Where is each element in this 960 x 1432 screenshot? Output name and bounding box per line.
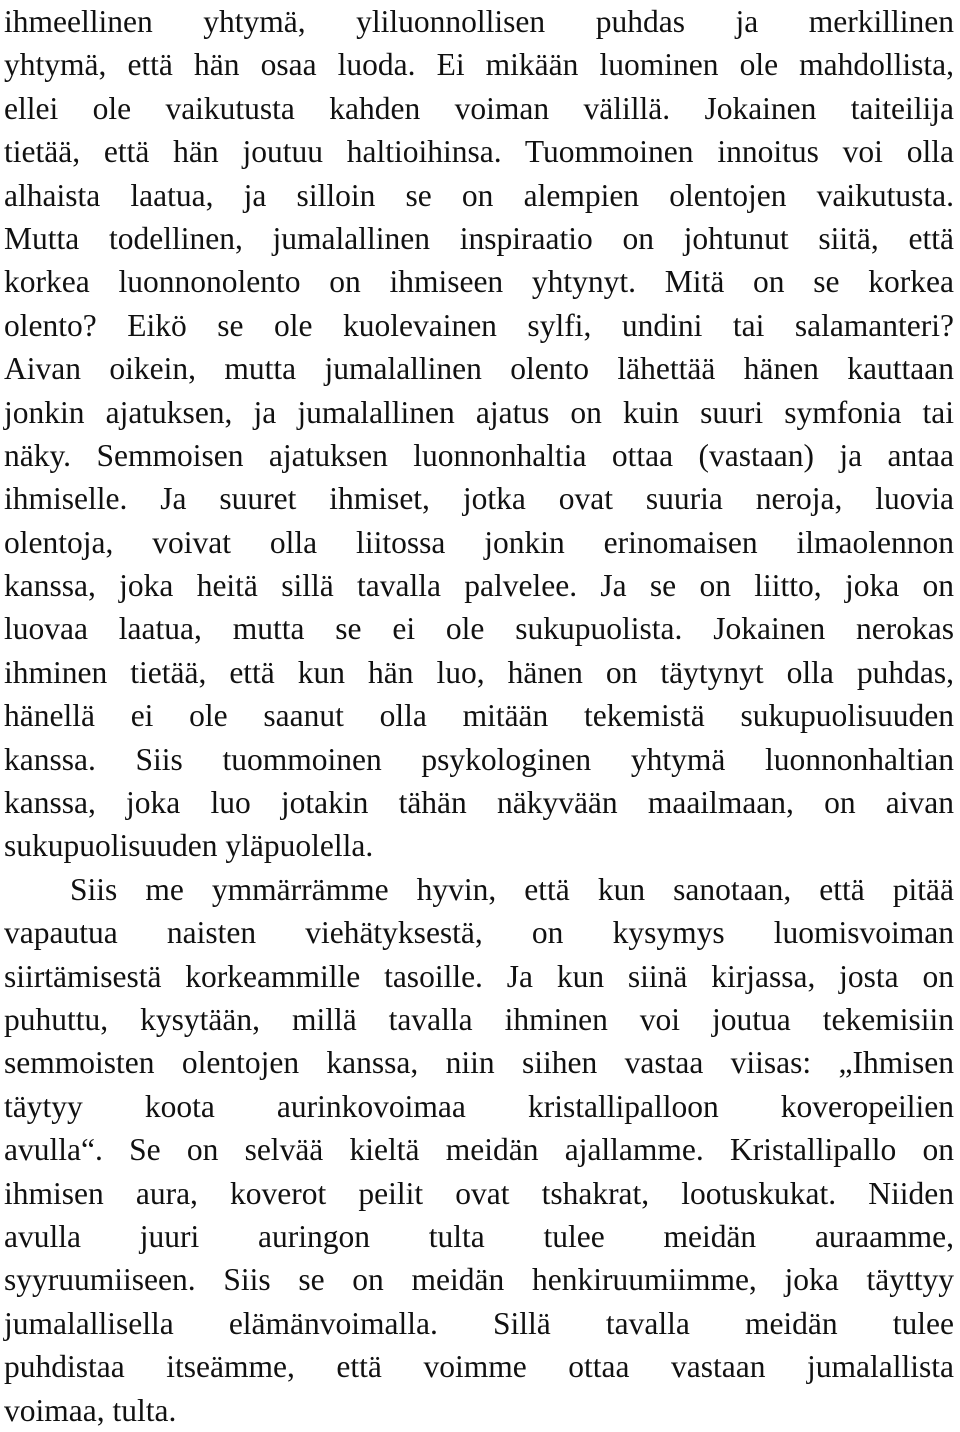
text-line: siirtämisestä korkeammille tasoille. Ja kun siinä kirjassa, josta on — [4, 958, 954, 994]
text-line: hänellä ei ole saanut olla mitään tekemistä sukupuolisuuden — [4, 698, 954, 734]
text-line: ihmisen aura, koverot peilit ovat tshakrat, lootuskukat. Niiden — [4, 1175, 954, 1211]
text-line: alhaista laatua, ja silloin se on alempien olentojen vaikutusta. — [4, 177, 954, 213]
text-line: ihmiselle. Ja suuret ihmiset, jotka ovat suuria neroja, luovia — [4, 481, 954, 517]
text-line: avulla“. Se on selvää kieltä meidän ajallamme. Kristallipallo on — [4, 1132, 954, 1168]
text-line: Siis me ymmärrämme hyvin, että kun sanotaan, että pitää — [70, 871, 954, 907]
text-line: vapautua naisten viehätyksestä, on kysymys luomisvoiman — [4, 915, 954, 951]
text-line: kanssa, joka luo jotakin tähän näkyvään maailmaan, on aivan — [4, 785, 954, 821]
text-line: Mutta todellinen, jumalallinen inspiraatio on johtunut siitä, että — [4, 220, 954, 256]
text-line: kanssa. Siis tuommoinen psykologinen yhtymä luonnonhaltian — [4, 741, 954, 777]
text-line: olentoja, voivat olla liitossa jonkin erinomaisen ilmaolennon — [4, 524, 954, 560]
text-line: Aivan oikein, mutta jumalallinen olento lähettää hänen kauttaan — [4, 351, 954, 387]
text-line: ellei ole vaikutusta kahden voiman välillä. Jokainen taiteilija — [4, 90, 954, 126]
text-line: syyruumiiseen. Siis se on meidän henkiruumiimme, joka täyttyy — [4, 1262, 954, 1298]
text-line: sukupuolisuuden yläpuolella. — [4, 828, 374, 864]
text-line: tietää, että hän joutuu haltioihinsa. Tuommoinen innoitus voi olla — [4, 134, 954, 170]
text-line: luovaa laatua, mutta se ei ole sukupuolista. Jokainen nerokas — [4, 611, 954, 647]
text-line: kanssa, joka heitä sillä tavalla palvelee. Ja se on liitto, joka on — [4, 568, 954, 604]
text-line: ihminen tietää, että kun hän luo, hänen on täytynyt olla puhdas, — [4, 654, 954, 690]
text-line: voimaa, tulta. — [4, 1392, 177, 1428]
text-line: täytyy koota aurinkovoimaa kristallipalloon koveropeilien — [4, 1088, 954, 1124]
text-line: olento? Eikö se ole kuolevainen sylfi, undini tai salamanteri? — [4, 307, 954, 343]
text-line: avulla juuri auringon tulta tulee meidän auraamme, — [4, 1218, 954, 1254]
text-line: jumalallisella elämänvoimalla. Sillä tavalla meidän tulee — [4, 1305, 954, 1341]
text-line: näky. Semmoisen ajatuksen luonnonhaltia ottaa (vastaan) ja antaa — [4, 437, 954, 473]
text-line: korkea luonnonolento on ihmiseen yhtynyt. Mitä on se korkea — [4, 264, 954, 300]
text-line: puhuttu, kysytään, millä tavalla ihminen voi joutua tekemisiin — [4, 1001, 954, 1037]
text-line: puhdistaa itseämme, että voimme ottaa vastaan jumalallista — [4, 1349, 954, 1385]
text-line: semmoisten olentojen kanssa, niin siihen vastaa viisas: „Ihmisen — [4, 1045, 954, 1081]
text-line: jonkin ajatuksen, ja jumalallinen ajatus on kuin suuri symfonia tai — [4, 394, 954, 430]
text-line: yhtymä, että hän osaa luoda. Ei mikään luominen ole mahdollista, — [4, 47, 954, 83]
text-line: ihmeellinen yhtymä, yliluonnollisen puhdas ja merkillinen — [4, 4, 954, 39]
document-page — [4, 0, 954, 1428]
